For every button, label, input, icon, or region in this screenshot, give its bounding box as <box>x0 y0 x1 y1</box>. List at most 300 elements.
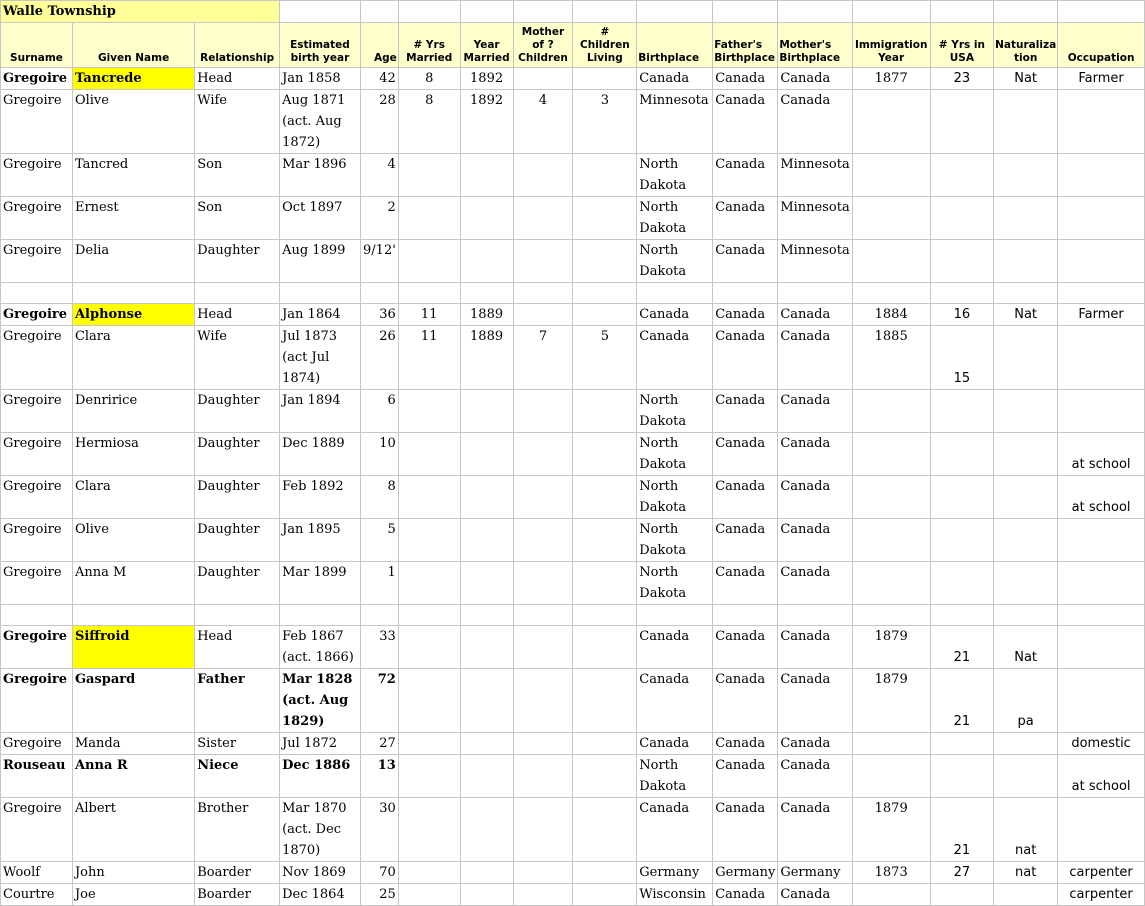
cell-mother-of[interactable] <box>513 476 573 519</box>
cell-yrs-married[interactable] <box>398 755 460 798</box>
cell-naturalization[interactable]: Nat <box>994 626 1058 669</box>
cell-occupation[interactable] <box>1058 562 1145 605</box>
cell-mother-birthplace[interactable]: Minnesota <box>778 240 852 283</box>
cell-surname[interactable]: Gregoire <box>1 68 73 90</box>
cell-occupation[interactable] <box>1058 669 1145 733</box>
cell-mother-of[interactable] <box>513 154 573 197</box>
cell-father-birthplace[interactable]: Canada <box>713 433 778 476</box>
cell-children-living[interactable] <box>573 68 637 90</box>
cell-children-living[interactable] <box>573 862 637 884</box>
cell-yrs-usa[interactable] <box>930 240 993 283</box>
cell-surname[interactable]: Gregoire <box>1 562 73 605</box>
cell-naturalization[interactable] <box>994 733 1058 755</box>
empty-cell[interactable] <box>513 283 573 304</box>
cell-birth-year[interactable]: Mar 1896 <box>280 154 361 197</box>
cell-mother-of[interactable] <box>513 669 573 733</box>
cell-naturalization[interactable] <box>994 884 1058 906</box>
cell-birthplace[interactable]: Canada <box>637 626 713 669</box>
cell-relationship[interactable]: Daughter <box>195 476 280 519</box>
empty-cell[interactable] <box>994 1 1058 23</box>
cell-immigration-year[interactable]: 1879 <box>852 669 930 733</box>
cell-relationship[interactable]: Head <box>195 68 280 90</box>
cell-year-married[interactable] <box>460 884 513 906</box>
cell-naturalization[interactable]: nat <box>994 798 1058 862</box>
cell-birth-year[interactable]: Jan 1858 <box>280 68 361 90</box>
cell-father-birthplace[interactable]: Canada <box>713 626 778 669</box>
cell-naturalization[interactable] <box>994 90 1058 154</box>
cell-birthplace[interactable]: Canada <box>637 68 713 90</box>
cell-children-living[interactable] <box>573 304 637 326</box>
cell-birth-year[interactable]: Dec 1864 <box>280 884 361 906</box>
cell-naturalization[interactable] <box>994 476 1058 519</box>
sheet-title[interactable]: Walle Township <box>1 1 280 23</box>
cell-age[interactable]: 8 <box>360 476 398 519</box>
cell-birth-year[interactable]: Jul 1872 <box>280 733 361 755</box>
cell-birthplace[interactable]: Wisconsin <box>637 884 713 906</box>
cell-birth-year[interactable]: Mar 1899 <box>280 562 361 605</box>
cell-yrs-usa[interactable]: 27 <box>930 862 993 884</box>
cell-birthplace[interactable]: North Dakota <box>637 390 713 433</box>
cell-given-name[interactable]: Alphonse <box>72 304 194 326</box>
cell-mother-birthplace[interactable]: Canada <box>778 326 852 390</box>
cell-children-living[interactable] <box>573 884 637 906</box>
cell-father-birthplace[interactable]: Germany <box>713 862 778 884</box>
cell-age[interactable]: 42 <box>360 68 398 90</box>
cell-surname[interactable]: Gregoire <box>1 90 73 154</box>
cell-yrs-married[interactable] <box>398 626 460 669</box>
empty-cell[interactable] <box>1 283 73 304</box>
cell-yrs-married[interactable]: 8 <box>398 68 460 90</box>
cell-yrs-married[interactable] <box>398 390 460 433</box>
cell-mother-of[interactable] <box>513 755 573 798</box>
empty-cell[interactable] <box>930 605 993 626</box>
cell-father-birthplace[interactable]: Canada <box>713 304 778 326</box>
cell-birth-year[interactable]: Aug 1871 (act. Aug 1872) <box>280 90 361 154</box>
cell-yrs-usa[interactable] <box>930 390 993 433</box>
cell-surname[interactable]: Woolf <box>1 862 73 884</box>
empty-cell[interactable] <box>778 283 852 304</box>
cell-age[interactable]: 9/12' <box>360 240 398 283</box>
cell-given-name[interactable]: Manda <box>72 733 194 755</box>
cell-given-name[interactable]: Albert <box>72 798 194 862</box>
cell-yrs-married[interactable] <box>398 433 460 476</box>
cell-birthplace[interactable]: North Dakota <box>637 476 713 519</box>
cell-year-married[interactable] <box>460 240 513 283</box>
cell-age[interactable]: 26 <box>360 326 398 390</box>
cell-yrs-married[interactable] <box>398 476 460 519</box>
cell-relationship[interactable]: Daughter <box>195 433 280 476</box>
cell-given-name[interactable]: Hermiosa <box>72 433 194 476</box>
cell-surname[interactable]: Gregoire <box>1 798 73 862</box>
cell-naturalization[interactable]: Nat <box>994 68 1058 90</box>
header-yrs-usa[interactable]: # Yrs in USA <box>930 23 993 68</box>
cell-surname[interactable]: Courtre <box>1 884 73 906</box>
cell-children-living[interactable] <box>573 669 637 733</box>
cell-surname[interactable]: Gregoire <box>1 326 73 390</box>
cell-children-living[interactable] <box>573 798 637 862</box>
cell-age[interactable]: 10 <box>360 433 398 476</box>
cell-year-married[interactable] <box>460 669 513 733</box>
empty-cell[interactable] <box>1 605 73 626</box>
cell-occupation[interactable] <box>1058 240 1145 283</box>
cell-immigration-year[interactable] <box>852 476 930 519</box>
cell-father-birthplace[interactable]: Canada <box>713 798 778 862</box>
cell-mother-of[interactable] <box>513 862 573 884</box>
cell-given-name[interactable]: Tancred <box>72 154 194 197</box>
empty-cell[interactable] <box>852 1 930 23</box>
cell-relationship[interactable]: Head <box>195 304 280 326</box>
cell-yrs-usa[interactable] <box>930 433 993 476</box>
cell-occupation[interactable]: at school <box>1058 433 1145 476</box>
cell-father-birthplace[interactable]: Canada <box>713 884 778 906</box>
cell-year-married[interactable] <box>460 755 513 798</box>
cell-yrs-usa[interactable] <box>930 476 993 519</box>
cell-birth-year[interactable]: Jan 1864 <box>280 304 361 326</box>
cell-occupation[interactable] <box>1058 326 1145 390</box>
cell-occupation[interactable] <box>1058 154 1145 197</box>
cell-yrs-married[interactable] <box>398 197 460 240</box>
cell-year-married[interactable] <box>460 433 513 476</box>
cell-father-birthplace[interactable]: Canada <box>713 755 778 798</box>
cell-father-birthplace[interactable]: Canada <box>713 733 778 755</box>
cell-age[interactable]: 27 <box>360 733 398 755</box>
cell-year-married[interactable]: 1892 <box>460 90 513 154</box>
empty-cell[interactable] <box>930 1 993 23</box>
cell-relationship[interactable]: Son <box>195 197 280 240</box>
cell-occupation[interactable] <box>1058 798 1145 862</box>
empty-cell[interactable] <box>637 605 713 626</box>
cell-year-married[interactable] <box>460 862 513 884</box>
cell-yrs-usa[interactable] <box>930 755 993 798</box>
cell-given-name[interactable]: Anna M <box>72 562 194 605</box>
cell-year-married[interactable]: 1892 <box>460 68 513 90</box>
cell-yrs-usa[interactable] <box>930 562 993 605</box>
cell-birth-year[interactable]: Oct 1897 <box>280 197 361 240</box>
cell-given-name[interactable]: Delia <box>72 240 194 283</box>
cell-given-name[interactable]: Olive <box>72 519 194 562</box>
empty-cell[interactable] <box>398 605 460 626</box>
cell-occupation[interactable]: carpenter <box>1058 884 1145 906</box>
cell-given-name[interactable]: John <box>72 862 194 884</box>
cell-year-married[interactable] <box>460 733 513 755</box>
cell-relationship[interactable]: Daughter <box>195 390 280 433</box>
cell-father-birthplace[interactable]: Canada <box>713 154 778 197</box>
empty-cell[interactable] <box>713 1 778 23</box>
cell-relationship[interactable]: Wife <box>195 90 280 154</box>
cell-age[interactable]: 5 <box>360 519 398 562</box>
cell-relationship[interactable]: Daughter <box>195 519 280 562</box>
cell-birthplace[interactable]: Minnesota <box>637 90 713 154</box>
cell-mother-birthplace[interactable]: Canada <box>778 390 852 433</box>
cell-given-name[interactable]: Tancrede <box>72 68 194 90</box>
empty-cell[interactable] <box>195 283 280 304</box>
cell-age[interactable]: 1 <box>360 562 398 605</box>
cell-naturalization[interactable]: nat <box>994 862 1058 884</box>
cell-mother-of[interactable]: 4 <box>513 90 573 154</box>
cell-birthplace[interactable]: North Dakota <box>637 562 713 605</box>
cell-mother-birthplace[interactable]: Canada <box>778 626 852 669</box>
empty-cell[interactable] <box>460 605 513 626</box>
cell-immigration-year[interactable] <box>852 390 930 433</box>
header-occupation[interactable]: Occupation <box>1058 23 1145 68</box>
header-children-living[interactable]: # Children Living <box>573 23 637 68</box>
empty-cell[interactable] <box>852 283 930 304</box>
cell-yrs-usa[interactable] <box>930 519 993 562</box>
cell-children-living[interactable] <box>573 476 637 519</box>
cell-relationship[interactable]: Niece <box>195 755 280 798</box>
cell-yrs-married[interactable] <box>398 862 460 884</box>
cell-birth-year[interactable]: Jan 1894 <box>280 390 361 433</box>
cell-birthplace[interactable]: Canada <box>637 326 713 390</box>
cell-yrs-married[interactable] <box>398 884 460 906</box>
cell-father-birthplace[interactable]: Canada <box>713 197 778 240</box>
empty-cell[interactable] <box>460 1 513 23</box>
cell-mother-of[interactable] <box>513 304 573 326</box>
cell-surname[interactable]: Gregoire <box>1 476 73 519</box>
cell-given-name[interactable]: Gaspard <box>72 669 194 733</box>
cell-age[interactable]: 33 <box>360 626 398 669</box>
cell-mother-birthplace[interactable]: Canada <box>778 884 852 906</box>
cell-yrs-married[interactable]: 8 <box>398 90 460 154</box>
cell-surname[interactable]: Rouseau <box>1 755 73 798</box>
cell-surname[interactable]: Gregoire <box>1 154 73 197</box>
header-mother-birthplace[interactable]: Mother's Birthplace <box>778 23 852 68</box>
cell-naturalization[interactable] <box>994 154 1058 197</box>
empty-cell[interactable] <box>637 1 713 23</box>
cell-immigration-year[interactable] <box>852 562 930 605</box>
cell-year-married[interactable]: 1889 <box>460 326 513 390</box>
cell-birth-year[interactable]: Jan 1895 <box>280 519 361 562</box>
cell-given-name[interactable]: Ernest <box>72 197 194 240</box>
empty-cell[interactable] <box>360 283 398 304</box>
cell-naturalization[interactable] <box>994 240 1058 283</box>
header-age[interactable]: Age <box>360 23 398 68</box>
cell-birth-year[interactable]: Feb 1867 (act. 1866) <box>280 626 361 669</box>
cell-yrs-usa[interactable]: 15 <box>930 326 993 390</box>
cell-birthplace[interactable]: Canada <box>637 798 713 862</box>
cell-relationship[interactable]: Boarder <box>195 862 280 884</box>
cell-yrs-married[interactable] <box>398 733 460 755</box>
cell-father-birthplace[interactable]: Canada <box>713 562 778 605</box>
cell-mother-of[interactable] <box>513 433 573 476</box>
cell-mother-birthplace[interactable]: Canada <box>778 304 852 326</box>
cell-yrs-married[interactable] <box>398 240 460 283</box>
cell-occupation[interactable]: Farmer <box>1058 68 1145 90</box>
cell-surname[interactable]: Gregoire <box>1 197 73 240</box>
cell-occupation[interactable] <box>1058 519 1145 562</box>
header-year-married[interactable]: Year Married <box>460 23 513 68</box>
cell-occupation[interactable]: domestic <box>1058 733 1145 755</box>
header-mother-of[interactable]: Mother of ? Children <box>513 23 573 68</box>
cell-birthplace[interactable]: Germany <box>637 862 713 884</box>
cell-immigration-year[interactable] <box>852 240 930 283</box>
empty-cell[interactable] <box>573 283 637 304</box>
cell-mother-of[interactable] <box>513 197 573 240</box>
cell-relationship[interactable]: Brother <box>195 798 280 862</box>
cell-immigration-year[interactable] <box>852 755 930 798</box>
cell-occupation[interactable] <box>1058 390 1145 433</box>
empty-cell[interactable] <box>72 605 194 626</box>
cell-immigration-year[interactable]: 1879 <box>852 798 930 862</box>
empty-cell[interactable] <box>852 605 930 626</box>
cell-age[interactable]: 36 <box>360 304 398 326</box>
cell-age[interactable]: 72 <box>360 669 398 733</box>
cell-birth-year[interactable]: Mar 1828 (act. Aug 1829) <box>280 669 361 733</box>
cell-immigration-year[interactable]: 1877 <box>852 68 930 90</box>
cell-children-living[interactable] <box>573 755 637 798</box>
cell-yrs-married[interactable] <box>398 669 460 733</box>
cell-children-living[interactable]: 3 <box>573 90 637 154</box>
cell-mother-of[interactable] <box>513 798 573 862</box>
cell-birthplace[interactable]: North Dakota <box>637 433 713 476</box>
cell-age[interactable]: 6 <box>360 390 398 433</box>
cell-occupation[interactable] <box>1058 90 1145 154</box>
cell-relationship[interactable]: Father <box>195 669 280 733</box>
header-naturalization[interactable]: Naturaliza tion <box>994 23 1058 68</box>
cell-yrs-usa[interactable]: 23 <box>930 68 993 90</box>
cell-naturalization[interactable] <box>994 433 1058 476</box>
cell-mother-birthplace[interactable]: Canada <box>778 755 852 798</box>
empty-cell[interactable] <box>573 605 637 626</box>
cell-relationship[interactable]: Daughter <box>195 240 280 283</box>
cell-children-living[interactable] <box>573 562 637 605</box>
cell-age[interactable]: 28 <box>360 90 398 154</box>
cell-children-living[interactable] <box>573 733 637 755</box>
empty-cell[interactable] <box>778 605 852 626</box>
cell-father-birthplace[interactable]: Canada <box>713 90 778 154</box>
cell-birthplace[interactable]: North Dakota <box>637 240 713 283</box>
cell-relationship[interactable]: Sister <box>195 733 280 755</box>
cell-yrs-married[interactable] <box>398 562 460 605</box>
cell-father-birthplace[interactable]: Canada <box>713 240 778 283</box>
cell-yrs-usa[interactable]: 16 <box>930 304 993 326</box>
cell-occupation[interactable]: at school <box>1058 755 1145 798</box>
header-father-birthplace[interactable]: Father's Birthplace <box>713 23 778 68</box>
cell-surname[interactable]: Gregoire <box>1 669 73 733</box>
cell-mother-birthplace[interactable]: Minnesota <box>778 154 852 197</box>
cell-birthplace[interactable]: Canada <box>637 304 713 326</box>
cell-surname[interactable]: Gregoire <box>1 733 73 755</box>
cell-children-living[interactable] <box>573 154 637 197</box>
empty-cell[interactable] <box>1058 605 1145 626</box>
empty-cell[interactable] <box>513 1 573 23</box>
cell-yrs-usa[interactable] <box>930 884 993 906</box>
cell-mother-of[interactable] <box>513 562 573 605</box>
cell-children-living[interactable] <box>573 240 637 283</box>
empty-cell[interactable] <box>573 1 637 23</box>
cell-occupation[interactable] <box>1058 197 1145 240</box>
cell-birthplace[interactable]: North Dakota <box>637 197 713 240</box>
cell-father-birthplace[interactable]: Canada <box>713 669 778 733</box>
cell-given-name[interactable]: Anna R <box>72 755 194 798</box>
empty-cell[interactable] <box>460 283 513 304</box>
cell-yrs-usa[interactable] <box>930 154 993 197</box>
cell-mother-birthplace[interactable]: Canada <box>778 90 852 154</box>
cell-birth-year[interactable]: Aug 1899 <box>280 240 361 283</box>
cell-mother-of[interactable] <box>513 68 573 90</box>
cell-immigration-year[interactable] <box>852 519 930 562</box>
cell-mother-birthplace[interactable]: Minnesota <box>778 197 852 240</box>
cell-yrs-usa[interactable]: 21 <box>930 669 993 733</box>
cell-age[interactable]: 70 <box>360 862 398 884</box>
cell-yrs-married[interactable] <box>398 798 460 862</box>
cell-immigration-year[interactable] <box>852 197 930 240</box>
cell-year-married[interactable] <box>460 562 513 605</box>
cell-mother-birthplace[interactable]: Canada <box>778 798 852 862</box>
cell-children-living[interactable] <box>573 519 637 562</box>
cell-children-living[interactable] <box>573 433 637 476</box>
empty-cell[interactable] <box>280 605 361 626</box>
cell-yrs-married[interactable]: 11 <box>398 326 460 390</box>
cell-age[interactable]: 4 <box>360 154 398 197</box>
cell-occupation[interactable]: carpenter <box>1058 862 1145 884</box>
cell-immigration-year[interactable]: 1885 <box>852 326 930 390</box>
cell-yrs-married[interactable]: 11 <box>398 304 460 326</box>
cell-year-married[interactable] <box>460 626 513 669</box>
empty-cell[interactable] <box>360 1 398 23</box>
empty-cell[interactable] <box>778 1 852 23</box>
empty-cell[interactable] <box>994 605 1058 626</box>
cell-naturalization[interactable] <box>994 326 1058 390</box>
cell-mother-of[interactable]: 7 <box>513 326 573 390</box>
cell-year-married[interactable] <box>460 519 513 562</box>
cell-immigration-year[interactable] <box>852 154 930 197</box>
cell-father-birthplace[interactable]: Canada <box>713 68 778 90</box>
cell-mother-birthplace[interactable]: Canada <box>778 433 852 476</box>
header-immigration-year[interactable]: Immigration Year <box>852 23 930 68</box>
cell-occupation[interactable]: Farmer <box>1058 304 1145 326</box>
cell-given-name[interactable]: Denririce <box>72 390 194 433</box>
cell-immigration-year[interactable] <box>852 90 930 154</box>
cell-given-name[interactable]: Clara <box>72 326 194 390</box>
header-given-name[interactable]: Given Name <box>72 23 194 68</box>
cell-yrs-married[interactable] <box>398 519 460 562</box>
cell-yrs-usa[interactable] <box>930 90 993 154</box>
empty-cell[interactable] <box>72 283 194 304</box>
cell-birth-year[interactable]: Feb 1892 <box>280 476 361 519</box>
cell-mother-of[interactable] <box>513 884 573 906</box>
header-relationship[interactable]: Relationship <box>195 23 280 68</box>
cell-birth-year[interactable]: Mar 1870 (act. Dec 1870) <box>280 798 361 862</box>
cell-naturalization[interactable] <box>994 390 1058 433</box>
cell-age[interactable]: 13 <box>360 755 398 798</box>
cell-surname[interactable]: Gregoire <box>1 304 73 326</box>
cell-birth-year[interactable]: Nov 1869 <box>280 862 361 884</box>
cell-yrs-married[interactable] <box>398 154 460 197</box>
cell-given-name[interactable]: Clara <box>72 476 194 519</box>
cell-year-married[interactable] <box>460 476 513 519</box>
cell-given-name[interactable]: Olive <box>72 90 194 154</box>
cell-yrs-usa[interactable]: 21 <box>930 626 993 669</box>
empty-cell[interactable] <box>637 283 713 304</box>
cell-children-living[interactable] <box>573 390 637 433</box>
cell-given-name[interactable]: Siffroid <box>72 626 194 669</box>
cell-naturalization[interactable] <box>994 755 1058 798</box>
cell-children-living[interactable] <box>573 197 637 240</box>
cell-surname[interactable]: Gregoire <box>1 240 73 283</box>
cell-relationship[interactable]: Head <box>195 626 280 669</box>
cell-mother-birthplace[interactable]: Canada <box>778 733 852 755</box>
cell-age[interactable]: 30 <box>360 798 398 862</box>
cell-mother-of[interactable] <box>513 519 573 562</box>
cell-yrs-usa[interactable]: 21 <box>930 798 993 862</box>
cell-mother-of[interactable] <box>513 626 573 669</box>
empty-cell[interactable] <box>713 605 778 626</box>
cell-immigration-year[interactable] <box>852 884 930 906</box>
cell-relationship[interactable]: Son <box>195 154 280 197</box>
cell-father-birthplace[interactable]: Canada <box>713 390 778 433</box>
cell-relationship[interactable]: Wife <box>195 326 280 390</box>
